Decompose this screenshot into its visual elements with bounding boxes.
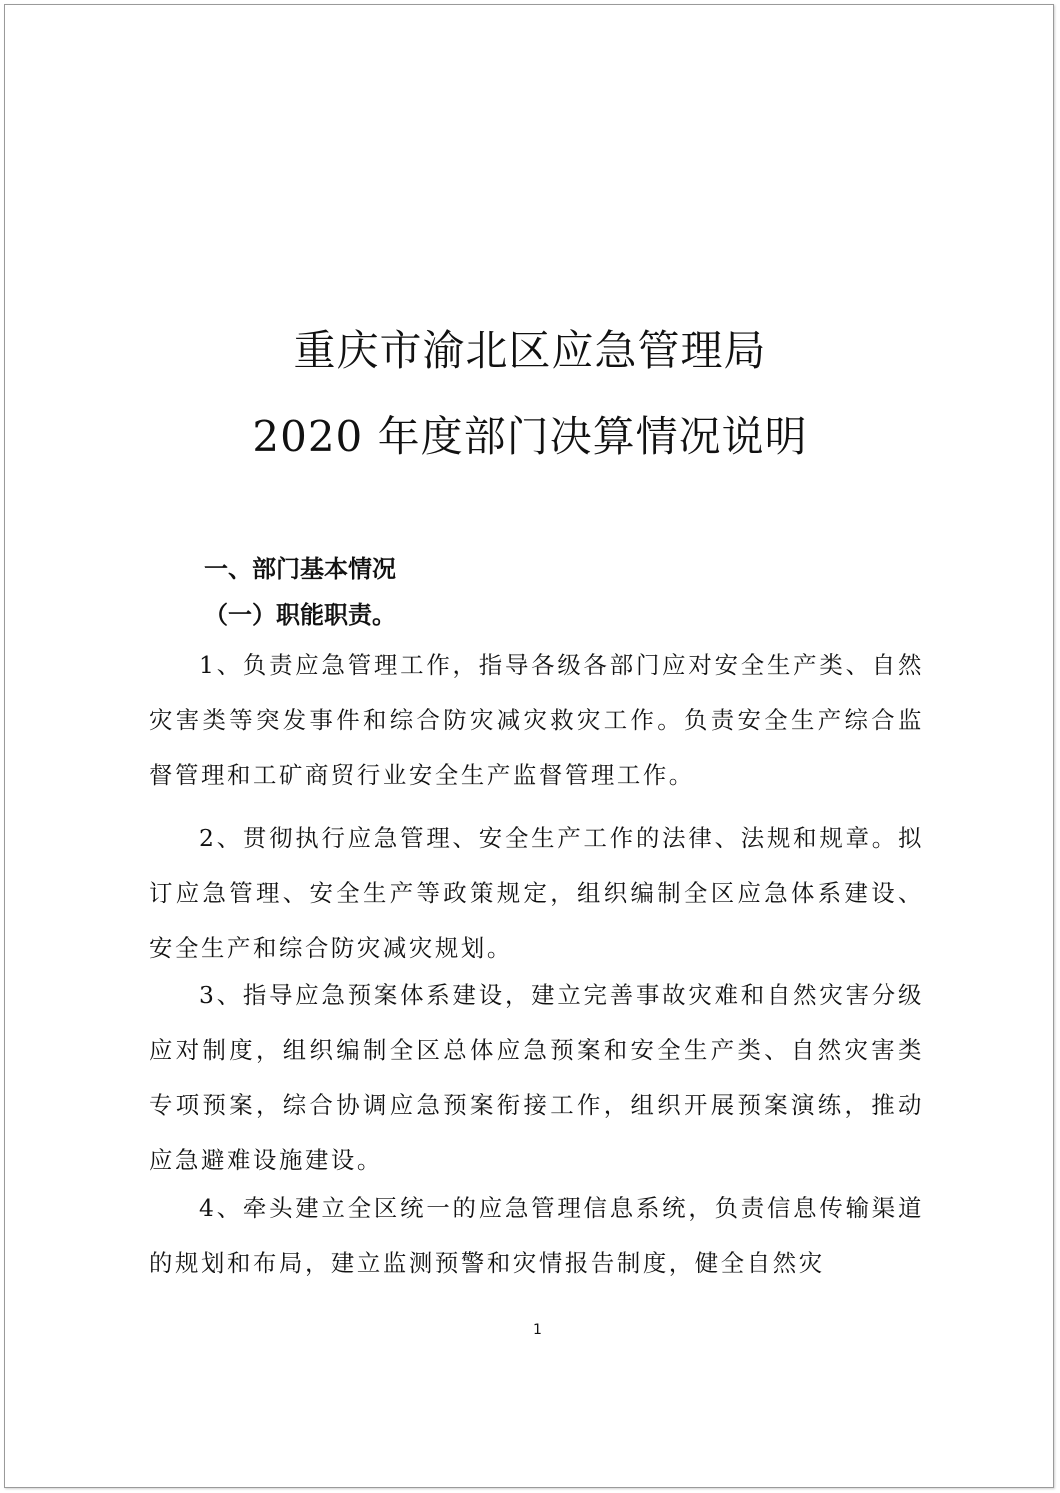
page-number: 1 [533, 1322, 542, 1338]
paragraph-4: 4、牵头建立全区统一的应急管理信息系统，负责信息传输渠道的规划和布局，建立监测预警和灾情报告制度，健全自然灾 [149, 1194, 924, 1277]
paragraph-2: 2、贯彻执行应急管理、安全生产工作的法律、法规和规章。拟订应急管理、安全生产等政策规定，组织编制全区应急体系建设、安全生产和综合防灾减灾规划。 [149, 824, 924, 962]
subsection-heading: （一）职能职责。 [204, 601, 396, 629]
section-heading: 一、部门基本情况 [204, 555, 396, 583]
document-title-line-1: 重庆市渝北区应急管理局 [293, 326, 767, 375]
paragraph-3: 3、指导应急预案体系建设，建立完善事故灾难和自然灾害分级应对制度，组织编制全区总体应急预案和安全生产类、自然灾害类专项预案，综合协调应急预案衔接工作，组织开展预案演练，推动应急避难设施建设。 [149, 981, 924, 1174]
document-title-line-2: 2020 年度部门决算情况说明 [252, 412, 808, 461]
paragraph-1: 1、负责应急管理工作，指导各级各部门应对安全生产类、自然灾害类等突发事件和综合防灾减灾救灾工作。负责安全生产综合监督管理和工矿商贸行业安全生产监督管理工作。 [149, 651, 924, 789]
